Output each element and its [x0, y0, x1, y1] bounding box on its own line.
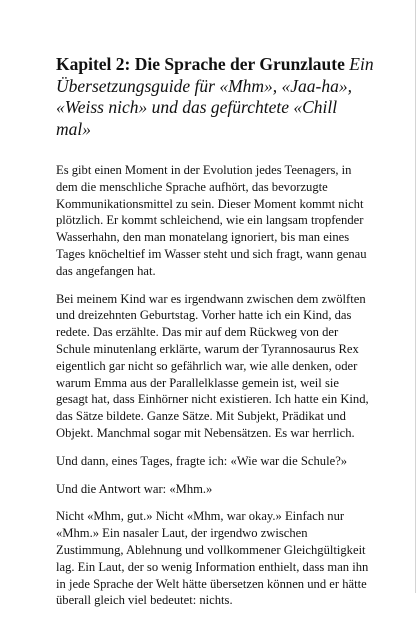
paragraph-1: Es gibt einen Moment in der Evolution jedes Teenagers, in dem die menschliche Sprache aufhört, das bevorzugte Kommunikationsmittel zu sein. Dieser Moment kommt nicht plötzlich. Er kommt schleichend, wie ein langsam tropfender Wasserhahn, den man monatelang ignoriert, bis man eines Tages knöcheltief im Wasser steht und sich fragt, wann genau das angefangen hat. — [56, 163, 367, 278]
paragraph-2: Bei meinem Kind war es irgendwann zwischen dem zwölften und dreizehnten Geburtstag. Vorher hatte ich ein Kind, das redete. Das erzählte. Das mir auf dem Rückweg von der Schule minutenlang erklärte, warum der Tyrannosaurus Rex eigentlich gar nicht so gefährlich war, wie alle denken, oder warum Emma aus der Parallelklasse gemein ist, weil sie gesagt hat, dass Einhörner nicht existieren. Ich hatte ein Kind, das Sätze bildete. Ganze Sätze. Mit Subjekt, Prädikat und Objekt. Manchmal sogar mit Nebensätzen. Es war herrlich. — [56, 291, 369, 440]
paragraph-3: Und dann, eines Tages, fragte ich: «Wie war die Schule?» — [56, 453, 348, 468]
paragraph-4: Und die Antwort war: «Mhm.» — [56, 481, 213, 496]
chapter-title: Kapitel 2: Die Sprache der Grunzlaute — [56, 54, 345, 74]
chapter-heading — [56, 54, 374, 140]
document-page — [56, 54, 374, 620]
paragraph-5: Nicht «Mhm, gut.» Nicht «Mhm, war okay.» Einfach nur «Mhm.» Ein nasaler Laut, der irgendwo zwischen Zustimmung, Ablehnung und vollkommener Gleichgültigkeit lag. Ein Laut, der so wenig Information enthielt, dass man ihn in jede Sprache der Welt hätte übersetzen können und er hätte überall gleich viel bedeutet: nichts. — [56, 509, 369, 608]
chapter-subtitle: Ein Übersetzungsguide für «Mhm», «Jaa-ha», «Weiss nich» und das gefürchtete «Chill mal» — [56, 54, 374, 139]
